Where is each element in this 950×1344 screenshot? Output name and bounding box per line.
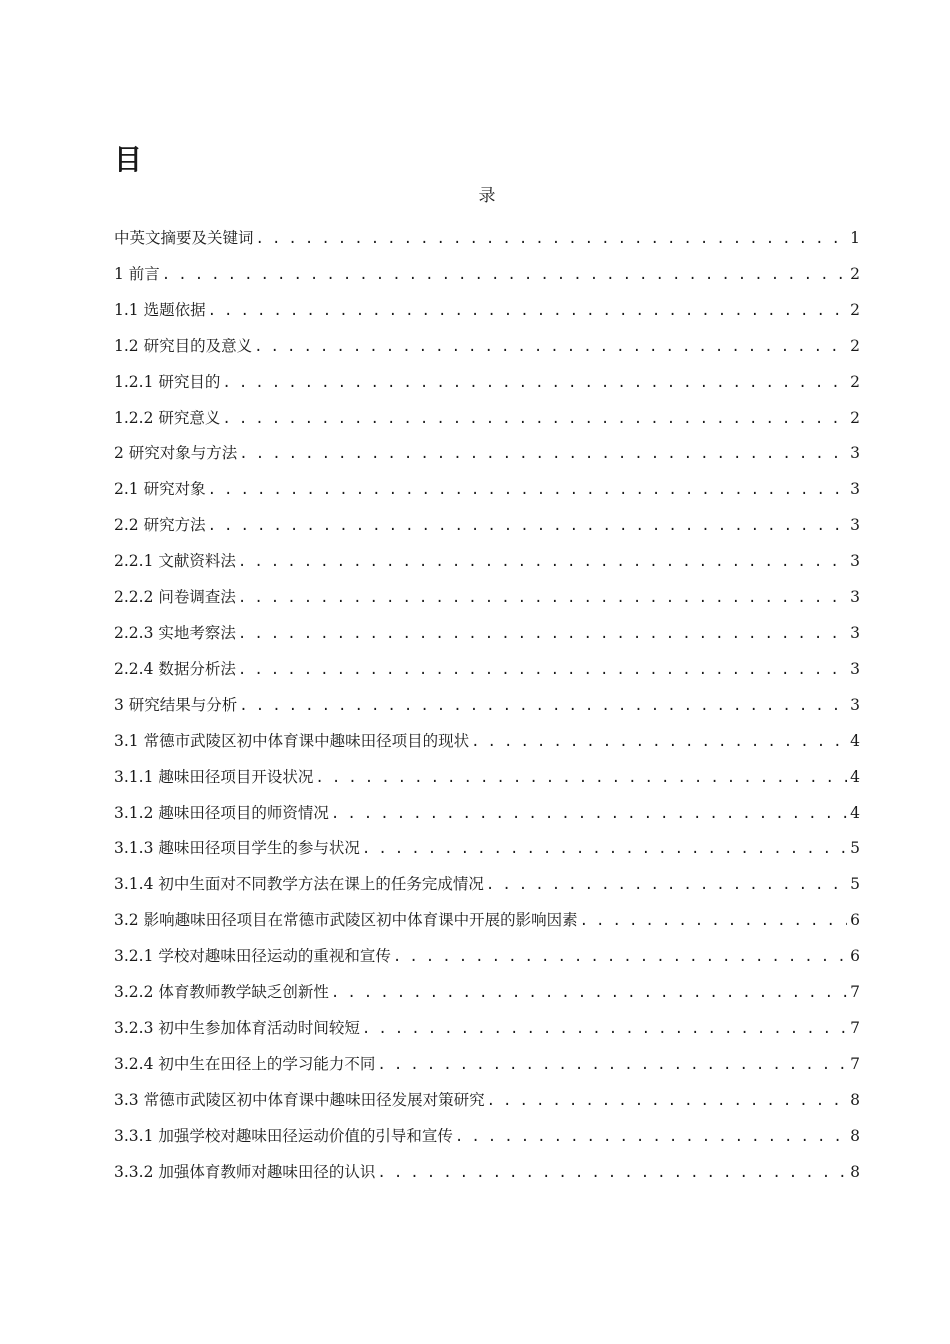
toc-entry[interactable]: [114, 551, 860, 587]
toc-entry-label: 3.1 常德市武陵区初中体育课中趣味田径项目的现状: [114, 731, 470, 750]
toc-entry-label: 3.1.1 趣味田径项目开设状况: [114, 767, 314, 786]
toc-dot-leader: [208, 480, 848, 500]
toc-entry-page-number: 8: [850, 1126, 860, 1145]
toc-entry-label: 3 研究结果与分析: [114, 695, 238, 714]
toc-dot-leader: [486, 875, 847, 895]
toc-dot-leader: [580, 911, 848, 931]
toc-entry-label: 1.2.2 研究意义: [114, 408, 221, 427]
toc-entry-page-number: 4: [850, 803, 860, 822]
toc-entry-page-number: 1: [850, 229, 860, 247]
toc-entry-label: 3.3.1 加强学校对趣味田径运动价值的引导和宣传: [114, 1126, 453, 1145]
toc-entry-label: 3.2.2 体育教师教学缺乏创新性: [114, 983, 329, 1002]
toc-entry-page-number: 7: [850, 1054, 860, 1073]
toc-entry-page-number: 2: [850, 264, 860, 283]
toc-entry-page-number: 3: [850, 480, 860, 499]
toc-entry-label: 1 前言: [114, 264, 160, 283]
toc-entry-page-number: 7: [850, 1018, 860, 1037]
toc-dot-leader: [487, 1091, 848, 1111]
toc-entry[interactable]: [114, 695, 860, 731]
toc-entry-label: 1.2 研究目的及意义: [114, 336, 253, 355]
toc-entry[interactable]: [114, 300, 860, 336]
toc-dot-leader: [471, 732, 847, 752]
toc-entry-page-number: 7: [850, 983, 860, 1002]
toc-entry-label: 2.2.2 问卷调查法: [114, 588, 236, 607]
toc-entry[interactable]: [114, 372, 860, 408]
toc-entry-page-number: 2: [850, 372, 860, 391]
toc-entry[interactable]: [114, 1054, 860, 1090]
toc-entry[interactable]: [114, 1162, 860, 1198]
toc-entry[interactable]: [114, 838, 860, 874]
toc-entry-label: 3.2.3 初中生参加体育活动时间较短: [114, 1018, 360, 1037]
toc-entry-page-number: 8: [850, 1162, 860, 1181]
toc-entry-page-number: 3: [850, 516, 860, 535]
toc-entry-page-number: 4: [850, 731, 860, 750]
toc-entry[interactable]: [114, 659, 860, 695]
toc-dot-leader: [208, 301, 848, 321]
toc-entry[interactable]: [114, 228, 860, 264]
toc-dot-leader: [239, 444, 847, 464]
toc-entry-label: 3.2.4 初中生在田径上的学习能力不同: [114, 1054, 376, 1073]
toc-entry-page-number: 3: [850, 588, 860, 607]
toc-dot-leader: [222, 373, 847, 393]
toc-entry-label: 2.2.4 数据分析法: [114, 659, 236, 678]
toc-dot-leader: [239, 696, 847, 716]
toc-entry-label: 3.2 影响趣味田径项目在常德市武陵区初中体育课中开展的影响因素: [114, 911, 578, 930]
toc-entry-label: 2.2.3 实地考察法: [114, 623, 236, 642]
toc-dot-leader: [455, 1127, 847, 1147]
toc-entry-label: 2.2.1 文献资料法: [114, 552, 236, 571]
toc-entry[interactable]: [114, 479, 860, 515]
toc-entry-label: 3.3.2 加强体育教师对趣味田径的认识: [114, 1162, 376, 1181]
toc-entry[interactable]: [114, 264, 860, 300]
toc-dot-leader: [256, 229, 848, 249]
toc-entry-page-number: 3: [850, 659, 860, 678]
toc-entry-label: 3.1.2 趣味田径项目的师资情况: [114, 803, 329, 822]
toc-entry-label: 1.2.1 研究目的: [114, 372, 221, 391]
toc-dot-leader: [362, 839, 847, 859]
toc-entry-page-number: 3: [850, 695, 860, 714]
toc-entry-page-number: 8: [850, 1090, 860, 1109]
toc-dot-leader: [222, 409, 847, 429]
toc-entry[interactable]: [114, 623, 860, 659]
toc-dot-leader: [377, 1055, 847, 1075]
toc-entry[interactable]: [114, 1090, 860, 1126]
toc-entry[interactable]: [114, 910, 860, 946]
toc-dot-leader: [331, 804, 847, 824]
toc-entry-label: 1.1 选题依据: [114, 300, 206, 319]
toc-entry-page-number: 6: [850, 947, 860, 966]
toc-entry-page-number: 3: [850, 444, 860, 463]
toc-entry[interactable]: [114, 443, 860, 479]
toc-entry-label: 3.1.4 初中生面对不同教学方法在课上的任务完成情况: [114, 875, 484, 894]
toc-entry-page-number: 6: [850, 911, 860, 930]
toc-entry-label: 3.1.3 趣味田径项目学生的参与状况: [114, 839, 360, 858]
toc-entry[interactable]: [114, 587, 860, 623]
toc-entry[interactable]: [114, 336, 860, 372]
toc-entry[interactable]: [114, 515, 860, 551]
toc-entry[interactable]: [114, 874, 860, 910]
toc-dot-leader: [162, 265, 847, 285]
toc-entry-label: 3.3 常德市武陵区初中体育课中趣味田径发展对策研究: [114, 1090, 485, 1109]
toc-entry[interactable]: [114, 731, 860, 767]
toc-dot-leader: [238, 624, 847, 644]
toc-dot-leader: [254, 337, 847, 357]
toc-heading-char-1: 目: [114, 143, 143, 176]
toc-entry-label: 2 研究对象与方法: [114, 444, 238, 463]
toc-entry[interactable]: [114, 982, 860, 1018]
toc-dot-leader: [208, 516, 848, 536]
toc-entry[interactable]: [114, 1126, 860, 1162]
toc-entry[interactable]: [114, 1018, 860, 1054]
toc-entry-page-number: 3: [850, 623, 860, 642]
toc-dot-leader: [331, 983, 847, 1003]
toc-entry-label: 3.2.1 学校对趣味田径运动的重视和宣传: [114, 947, 391, 966]
toc-entry-label: 中英文摘要及关键词: [114, 229, 254, 247]
toc-entry-page-number: 2: [850, 408, 860, 427]
toc-entry[interactable]: [114, 767, 860, 803]
toc-dot-leader: [393, 947, 847, 967]
toc-entry-page-number: 5: [850, 875, 860, 894]
toc-entry[interactable]: [114, 408, 860, 444]
toc-entry-label: 2.1 研究对象: [114, 480, 206, 499]
toc-dot-leader: [377, 1163, 847, 1183]
toc-entry-page-number: 5: [850, 839, 860, 858]
toc-entry-page-number: 3: [850, 552, 860, 571]
toc-entry[interactable]: [114, 803, 860, 839]
toc-entry-label: 2.2 研究方法: [114, 516, 206, 535]
toc-entry-page-number: 2: [850, 336, 860, 355]
table-of-contents: [114, 228, 860, 1197]
toc-dot-leader: [238, 588, 847, 608]
toc-dot-leader: [238, 660, 847, 680]
toc-entry[interactable]: [114, 946, 860, 982]
toc-dot-leader: [238, 552, 847, 572]
toc-entry-page-number: 2: [850, 300, 860, 319]
toc-heading-char-2: 录: [478, 186, 496, 206]
toc-dot-leader: [315, 768, 847, 788]
toc-entry-page-number: 4: [850, 767, 860, 786]
toc-dot-leader: [362, 1019, 847, 1039]
